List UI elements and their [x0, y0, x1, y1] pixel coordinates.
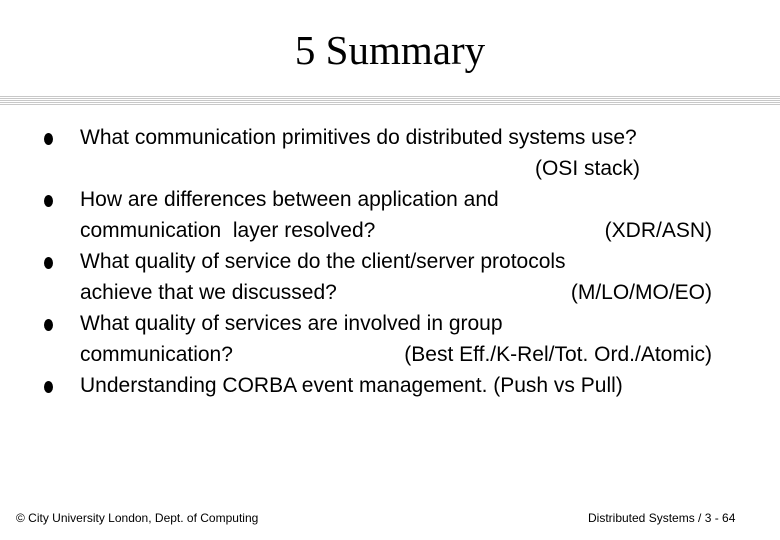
bullet-line — [80, 215, 712, 246]
bullet-dot-icon — [44, 133, 53, 145]
footer-page-number: Distributed Systems / 3 - 64 — [588, 511, 736, 525]
bullet-dot-icon — [44, 257, 53, 269]
bullet-tag: (M/LO/MO/EO) — [570, 281, 712, 304]
bullet-line: Understanding CORBA event management. (Push vs Pull) — [80, 374, 623, 397]
bullet-line — [80, 153, 712, 184]
bullet-dot-icon — [44, 381, 53, 393]
slide-title: 5 Summary — [294, 27, 486, 73]
bullet-item — [44, 308, 744, 370]
bullet-text: achieve that we discussed? — [80, 281, 337, 304]
bullet-line: How are differences between application and — [80, 188, 499, 211]
bullet-tag: (XDR/ASN) — [604, 219, 712, 242]
bullet-dot-icon — [44, 195, 53, 207]
bullet-text: communication? — [80, 343, 233, 366]
bullet-list — [44, 122, 744, 401]
bullet-item — [44, 370, 744, 401]
title-divider — [0, 96, 780, 105]
bullet-line — [80, 277, 712, 308]
bullet-dot-icon — [44, 319, 53, 331]
bullet-tag: (OSI stack) — [534, 157, 640, 180]
bullet-line: What quality of services are involved in group — [80, 312, 503, 335]
bullet-line: What communication primitives do distributed systems use? — [80, 126, 637, 149]
bullet-text: communication layer resolved? — [80, 219, 376, 242]
bullet-line: What quality of service do the client/server protocols — [80, 250, 566, 273]
footer-copyright: © City University London, Dept. of Computing — [16, 511, 259, 525]
bullet-line — [80, 339, 712, 370]
bullet-item — [44, 246, 744, 308]
bullet-tag: (Best Eff./K-Rel/Tot. Ord./Atomic) — [404, 343, 712, 366]
bullet-item — [44, 184, 744, 246]
bullet-item — [44, 122, 744, 184]
